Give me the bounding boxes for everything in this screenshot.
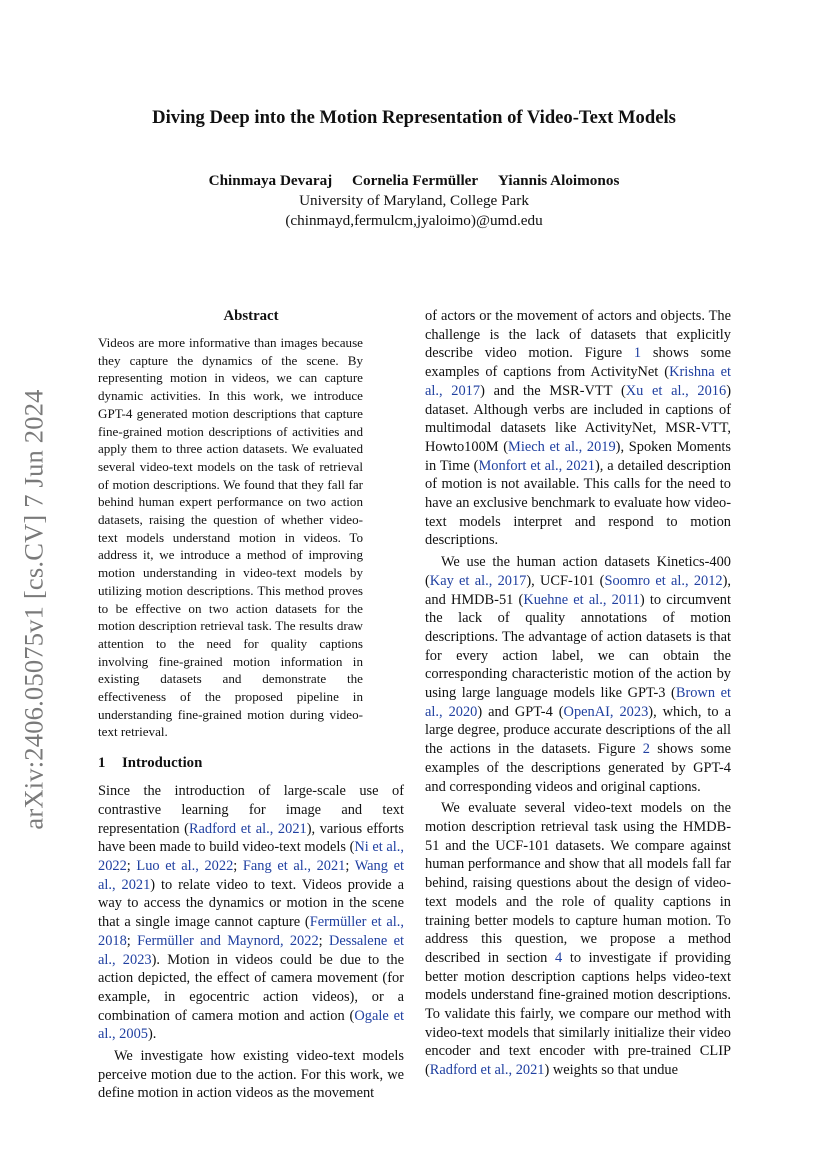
citation-link[interactable]: Wang et al., 2021 [98, 857, 404, 893]
section-number: 1 [98, 755, 106, 772]
citation-link[interactable]: Fang et al., 2021 [242, 857, 346, 874]
citation-link[interactable]: OpenAI, 2023 [563, 703, 649, 720]
intro-paragraph-3: We use the human action datasets Kinetics-400 (Kay et al., 2017), UCF-101 (Soomro et al., 2012), and HMDB-51 (Kuehne et al., 2011) to circumvent the lack of quality annotations of motion descriptions. The advantage of action datasets is that for every action label, we can obtain the corresponding characteristic motion of the action by using large language models like GPT-3 (Brown et al., 2020) and GPT-4 (OpenAI, 2023), which, to a large degree, produce accurate descriptions of the all the actions in the datasets. Figure 2 shows some examples of the descriptions generated by GPT-4 and corresponding videos and original captions. [425, 554, 732, 795]
figure-ref[interactable]: 1 [633, 345, 642, 362]
citation-link[interactable]: Monfort et al., 2021 [478, 457, 595, 474]
citation-link[interactable]: Miech et al., 2019 [508, 438, 616, 455]
left-column [98, 306, 404, 1103]
author-name: Yiannis Aloimonos [497, 172, 620, 189]
email: (chinmayd,fermulcm,jyaloimo)@umd.edu [285, 212, 543, 229]
citation-link[interactable]: Kay et al., 2017 [429, 572, 527, 589]
author-name: Chinmaya Devaraj [208, 172, 333, 189]
intro-paragraph-4: We evaluate several video-text models on the motion description retrieval task using the HMDB-51 and the UCF-101 datasets. We compare against human performance and show that all models fall far behind, raising questions about the design of video-text models and the role of quality captions in training better models to capture human motion. To address this question, we propose a method described in section 4 to investigate if providing better motion description captions helps video-text models understand fine-grained motion descriptions. To validate this fairly, we compare our method with video-text models that similarly initialize their video encoder and text encoder with pre-trained CLIP (Radford et al., 2021) weights so that undue [425, 800, 731, 1079]
intro-paragraph-1: Since the introduction of large-scale use of contrastive learning for image and text representation (Radford et al., 2021), various efforts have been made to build video-text models (Ni et al., 2022; Luo et al., 2022; Fang et al., 2021; Wang et al., 2021) to relate video to text. Videos provide a way to access the dynamics or motion in the scene that a single image cannot capture (Fermüller et al., 2018; Fermüller and Maynord, 2022; Dessalene et al., 2023). Motion in videos could be due to the action depicted, the effect of camera movement (for example, in egocentric action videos), or a combination of camera motion and action (Ogale et al., 2005). [98, 783, 405, 1043]
citation-link[interactable]: Xu et al., 2016 [625, 382, 727, 399]
citation-link[interactable]: Dessalene et al., 2023 [98, 932, 404, 968]
citation-link[interactable]: Krishna et al., 2017 [425, 364, 731, 399]
author-block [0, 171, 828, 231]
paper-title: Diving Deep into the Motion Representation of Video-Text Models [152, 107, 676, 128]
abstract-heading: Abstract [223, 308, 279, 324]
citation-link[interactable]: Fermüller et al., 2018 [98, 914, 404, 949]
right-column [425, 307, 731, 1080]
arxiv-identifier: arXiv:2406.05075v1 [cs.CV] 7 Jun 2024 [18, 388, 49, 830]
citation-link[interactable]: Luo et al., 2022 [136, 857, 234, 874]
author-name: Cornelia Fermüller [352, 172, 479, 189]
affiliation: University of Maryland, College Park [299, 192, 529, 209]
citation-link[interactable]: Brown et al., 2020 [425, 685, 731, 720]
citation-link[interactable]: Fermüller and Maynord, 2022 [137, 932, 319, 949]
section-heading-introduction [98, 753, 404, 773]
intro-paragraph-2-start: We investigate how existing video-text models perceive motion due to the action. For this work, we define motion in action videos as the movement [98, 1048, 404, 1102]
abstract-text: Videos are more informative than images because they capture the dynamics of the scene. By representing motion in videos, we can capture dynamic activities. In this work, we introduce GPT-4 generated motion descriptions that capture fine-grained motion descriptions of activities and apply them to three action datasets. We evaluated several video-text models on the task of retrieval of motion descriptions. We found that they fall far behind human expert performance on two action datasets, raising the question of whether video-text models understand motion in videos. To address it, we introduce a method of improving motion understanding in video-text models by utilizing motion descriptions. This method proves to be effective on two action datasets for the motion description retrieval task. The results draw attention to the need for quality captions involving fine-grained motion information in existing datasets and demonstrate the effectiveness of the proposed pipeline in understanding fine-grained motion during video-text retrieval. [98, 335, 363, 740]
section-ref[interactable]: 4 [554, 949, 563, 966]
figure-ref[interactable]: 2 [642, 741, 650, 758]
author-names [0, 171, 828, 191]
section-title: Introduction [122, 755, 203, 772]
citation-link[interactable]: Kuehne et al., 2011 [523, 591, 640, 608]
intro-paragraph-2-continued: of actors or the movement of actors and objects. The challenge is the lack of datasets that explicitly describe video motion. Figure 1 shows some examples of captions from ActivityNet (Krishna et al., 2017) and the MSR-VTT (Xu et al., 2016) dataset. Although verbs are included in captions of multimodal datasets like ActivityNet, MSR-VTT, Howto100M (Miech et al., 2019), Spoken Moments in Time (Monfort et al., 2021), a detailed description of motion is not available. This calls for the need to have an exclusive benchmark to evaluate how video-text models interpret and respond to motion descriptions. [425, 308, 731, 549]
citation-link[interactable]: Ogale et al., 2005 [98, 1007, 405, 1043]
citation-link[interactable]: Radford et al., 2021 [188, 820, 307, 837]
citation-link[interactable]: Soomro et al., 2012 [604, 572, 723, 589]
arxiv-stamp [14, 374, 54, 844]
citation-link[interactable]: Radford et al., 2021 [429, 1062, 545, 1079]
citation-link[interactable]: Ni et al., 2022 [98, 839, 404, 874]
